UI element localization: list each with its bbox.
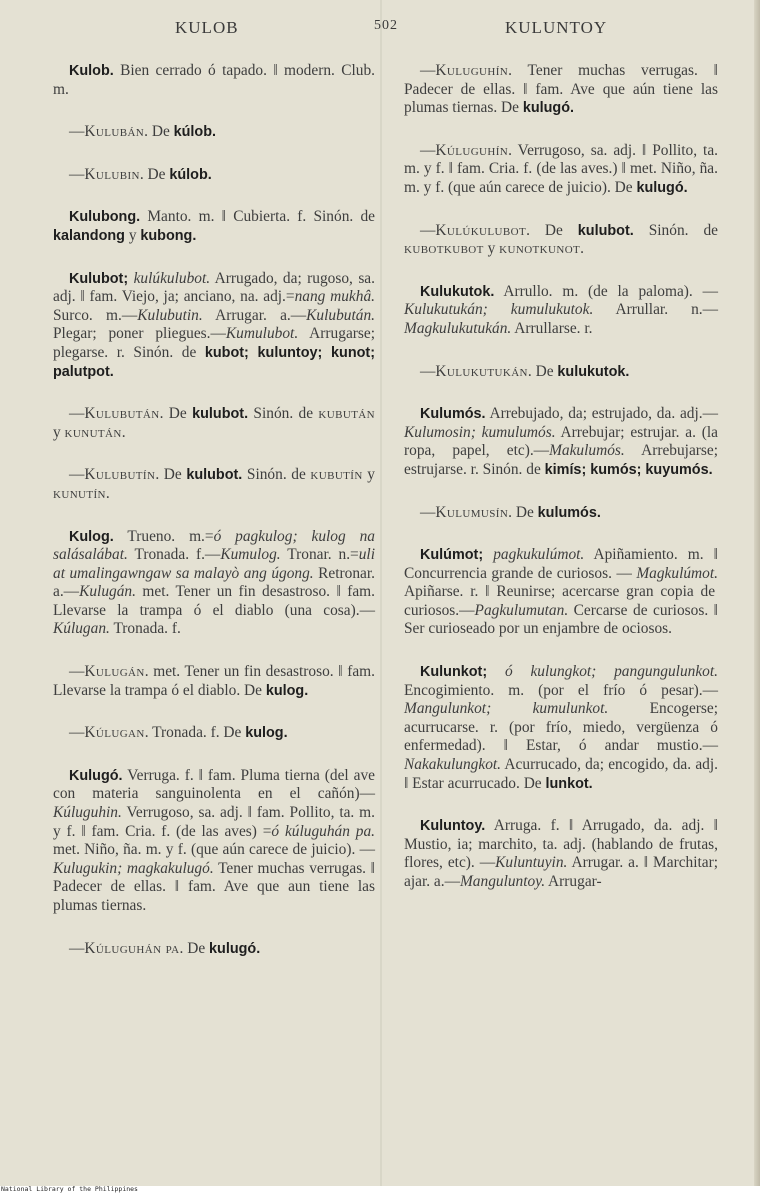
dictionary-entry xyxy=(404,817,718,891)
definition-text xyxy=(487,663,505,680)
definition-text: — xyxy=(69,466,85,484)
definition-text: Arrugar. a. ‖ Marchitar; ajar. a.— xyxy=(404,854,718,890)
definition-text: Arrugado, da; rugoso, sa. adj. ‖ fam. Viejo, ja; anciano, na. adj.= xyxy=(53,269,375,306)
definition-text: Arruga. f. ‖ Arrugado, da. adj. ‖ Mustio, ia; marchito, ta. adj. (hablando de frutas, flores, etc). — xyxy=(404,817,718,872)
definition-text: . De xyxy=(144,123,174,141)
dictionary-entry xyxy=(404,663,718,793)
dictionary-entry xyxy=(53,62,375,99)
tagalog-form: Kulukutukán; kumulukutok. xyxy=(404,301,594,319)
definition-text: Arrebujarse; estrujarse. r. Sinón. de xyxy=(404,442,718,478)
dictionary-entry xyxy=(53,270,375,382)
headword: kulubot. xyxy=(192,406,249,423)
headword: kulugó. xyxy=(636,179,688,196)
tagalog-form: Kulubután. xyxy=(306,306,376,324)
dictionary-entry xyxy=(404,546,718,639)
library-credit: National Library of the Philippines xyxy=(1,1185,138,1193)
definition-text: Manto. m. ‖ Cubierta. f. Sinón. de xyxy=(140,208,375,226)
definition-text: Apiñarse. r. ‖ Reunirse; acercarse gran copia de curiosos.— xyxy=(404,583,716,619)
right-column xyxy=(404,62,718,892)
derived-form: Kulumusín xyxy=(435,503,509,521)
derived-form: Kulubutín xyxy=(84,466,156,484)
definition-text: Surco. m.— xyxy=(53,306,138,324)
definition-text: Plegar; poner pliegues.— xyxy=(53,325,226,343)
dictionary-entry xyxy=(404,504,718,523)
tagalog-form: ó kulungkot; pangungulunkot. xyxy=(504,663,718,681)
definition-text: Arrugar. a.— xyxy=(202,306,307,324)
derived-form: Kuluguhín xyxy=(435,62,509,79)
headword: Kulumós. xyxy=(420,406,486,423)
definition-text: . De xyxy=(155,466,187,484)
definition-text: . Tronada. f. De xyxy=(144,724,246,742)
derived-form: Kulubin xyxy=(84,165,140,183)
headword: kulumós. xyxy=(537,504,601,521)
derived-form: Kúluguhán pa xyxy=(84,939,180,957)
definition-text: y xyxy=(483,240,500,258)
derived-form: kunotkunot xyxy=(499,240,581,258)
dictionary-entry xyxy=(53,663,375,700)
definition-text: Tronar. n.= xyxy=(280,546,359,564)
derived-form: Kulubán xyxy=(84,123,145,141)
tagalog-form: Makulumós. xyxy=(549,442,625,460)
definition-text: . xyxy=(121,423,126,441)
definition-text: met. Tener un fin desastroso. ‖ fam. Llevarse la trampa ó el diablo (una cosa).— xyxy=(53,583,375,619)
headword: kulubot. xyxy=(577,222,634,239)
definition-text: Verruga. f. ‖ fam. Pluma tierna (del ave con materia sanguinolenta en el cañón)— xyxy=(53,766,375,803)
tagalog-form: Kulubutin. xyxy=(137,306,203,324)
page-edge xyxy=(754,0,760,1186)
definition-text: . Tener muchas verrugas. ‖ Padecer de ellas. ‖ fam. Ave que aún tiene las plumas tiernas. De xyxy=(404,62,718,117)
derived-form: Kulúkulubot xyxy=(435,221,527,239)
dictionary-entry xyxy=(53,466,375,503)
derived-form: kubután xyxy=(318,405,375,423)
definition-text: Trueno. m.= xyxy=(113,527,214,545)
header-left-guideword: KULOB xyxy=(175,18,239,37)
definition-text: Cercarse de curiosos. ‖ Ser curioseado por un enjambre de ociosos. xyxy=(404,601,718,638)
derived-form: kubutín xyxy=(310,466,363,484)
definition-text: — xyxy=(69,405,85,423)
definition-text: . De xyxy=(527,362,558,380)
dictionary-entry xyxy=(53,123,375,142)
derived-form: Kulubután xyxy=(84,405,160,423)
definition-text: Encogerse; acurrucarse. r. (por frío, miedo, vergüenza ó enfermedad). ‖ Estar, ó andar mustio.— xyxy=(404,700,719,755)
definition-text: Bien cerrado ó tapado. ‖ modern. Club. m. xyxy=(53,62,375,98)
definition-text: Arrullarse. r. xyxy=(511,319,593,337)
tagalog-form: Magkulúmot. xyxy=(636,564,718,582)
headword: kulugó. xyxy=(522,100,574,117)
headword: kulog. xyxy=(245,725,288,742)
headword: Kulubot; xyxy=(69,270,129,287)
definition-text: Tronada. f. xyxy=(109,620,181,638)
derived-form: Kúlugan xyxy=(84,724,145,742)
left-column xyxy=(53,62,375,958)
headword: lunkot. xyxy=(545,775,593,792)
definition-text: — xyxy=(420,62,436,79)
definition-text: Arrebujado, da; estrujado, da. adj.— xyxy=(485,405,718,423)
tagalog-form: ó pagkulog; kulog na salásalábat. xyxy=(53,527,375,564)
headword: kubot; kuluntoy; kunot; palutpot. xyxy=(53,344,375,380)
definition-text: Retronar. a.— xyxy=(53,564,375,601)
headword: kulubot. xyxy=(186,467,243,484)
tagalog-form: uli at umalingawngaw sa malayò ang úgong. xyxy=(53,546,375,582)
tagalog-form: kulúkulubot. xyxy=(133,269,211,287)
headword: kúlob. xyxy=(169,166,212,183)
dictionary-entry xyxy=(404,405,718,479)
tagalog-form: Kúlugan. xyxy=(53,620,110,638)
definition-text: Acurrucado, da; encogido, da. adj. ‖ Estar acurrucado. De xyxy=(404,756,718,792)
tagalog-form: Kúluguhin. xyxy=(53,804,122,822)
dictionary-entry xyxy=(53,166,375,185)
dictionary-entry xyxy=(404,222,718,259)
definition-text: y xyxy=(124,226,141,244)
derived-form: Kulugán xyxy=(84,663,145,681)
headword: kimís; kumós; kuyumós. xyxy=(544,461,713,478)
tagalog-form: Magkulukutukán. xyxy=(404,319,512,337)
dictionary-entry xyxy=(53,940,375,959)
derived-form: Kulukutukán xyxy=(435,362,528,380)
tagalog-form: Kulugukin; magkakulugó. xyxy=(53,859,214,877)
definition-text: — xyxy=(420,141,436,159)
derived-form: kubotkubot xyxy=(404,240,484,258)
page-header xyxy=(0,18,760,48)
definition-text: . De xyxy=(179,939,210,957)
definition-text: — xyxy=(420,503,436,521)
headword: kalandong xyxy=(53,227,125,244)
headword: Kuluntoy. xyxy=(420,818,486,835)
definition-text: y xyxy=(53,423,65,441)
definition-text: Encogimiento. m. (por el frío ó pesar).— xyxy=(404,681,718,699)
tagalog-form: ó kúluguhán pa. xyxy=(271,822,375,840)
headword: Kulubong. xyxy=(69,209,141,226)
dictionary-entry xyxy=(53,528,375,640)
definition-text: Arrebujar; estrujar. a. (la ropa, papel, etc).— xyxy=(404,423,718,460)
definition-text: Arrullar. n.— xyxy=(593,301,718,319)
headword: Kulúmot; xyxy=(420,547,484,564)
definition-text: — xyxy=(420,362,436,380)
tagalog-form: pagkukulúmot. xyxy=(493,546,585,564)
definition-text: Verrugoso, sa. adj. ‖ fam. Pollito, ta. m. y f. ‖ fam. Cria. f. (de las aves) = xyxy=(53,804,375,840)
definition-text: — xyxy=(420,221,436,239)
definition-text: Sinón. de xyxy=(248,405,319,423)
definition-text: Tronada. f.— xyxy=(127,546,221,564)
definition-text: — xyxy=(69,939,85,957)
definition-text: . De xyxy=(139,165,170,183)
definition-text: Sinón. de xyxy=(633,221,718,239)
dictionary-entry xyxy=(404,142,718,198)
dictionary-entry xyxy=(53,208,375,245)
definition-text: — xyxy=(69,663,85,681)
headword: kulugó. xyxy=(209,940,261,957)
definition-text: . xyxy=(580,240,585,258)
definition-text: . Verrugoso, sa. adj. ‖ Pollito, ta. m. y f. ‖ fam. Cria. f. (de las aves.) ‖ met. Niño, ña. m. y f. (que aún carece de juicio). De xyxy=(404,141,718,196)
definition-text: — xyxy=(69,165,85,183)
definition-text: . xyxy=(105,484,110,502)
tagalog-form: Kumulubot. xyxy=(225,325,299,343)
dictionary-entry xyxy=(404,283,718,339)
derived-form: kunután xyxy=(64,423,122,441)
tagalog-form: Kuluntuyin. xyxy=(495,854,568,872)
definition-text: Sinón. de xyxy=(242,466,311,484)
definition-text: — xyxy=(69,724,85,742)
header-right-guideword: KULUNTOY xyxy=(505,18,608,37)
tagalog-form: Mangulunkot; kumulunkot. xyxy=(404,700,609,718)
definition-text: Arrullo. m. (de la paloma). — xyxy=(494,282,718,300)
headword: Kulog. xyxy=(69,528,114,545)
definition-text: Arrugar- xyxy=(545,873,602,890)
tagalog-form: Nakakulungkot. xyxy=(404,756,502,774)
dictionary-entry xyxy=(53,724,375,743)
headword: kulukutok. xyxy=(557,363,630,380)
headword: kulog. xyxy=(265,682,309,699)
headword: Kulukutok. xyxy=(420,283,495,300)
tagalog-form: Kulumosin; kumulumós. xyxy=(404,423,556,441)
definition-text: . De xyxy=(508,503,538,521)
definition-text: — xyxy=(69,123,85,141)
tagalog-form: nang mukhâ. xyxy=(294,288,375,306)
definition-text: . De xyxy=(159,405,193,423)
definition-text xyxy=(483,546,493,563)
dictionary-entry xyxy=(53,767,375,916)
headword: kubong. xyxy=(140,227,197,244)
dictionary-entry xyxy=(404,363,718,382)
headword: kúlob. xyxy=(173,124,217,141)
headword: Kulunkot; xyxy=(420,664,488,681)
definition-text: Apiñamiento. m. ‖ Concurrencia grande de curiosos. — xyxy=(404,546,718,582)
definition-text: . met. Tener un fin desastroso. ‖ fam. Llevarse la trampa ó el diablo. De xyxy=(53,663,375,699)
tagalog-form: Pagkulumutan. xyxy=(474,601,569,619)
dictionary-entry xyxy=(404,62,718,118)
derived-form: Kúluguhín xyxy=(435,141,509,159)
tagalog-form: Manguluntoy. xyxy=(459,873,546,890)
headword: Kulugó. xyxy=(69,767,123,784)
dictionary-entry xyxy=(53,405,375,442)
tagalog-form: Kulugán. xyxy=(79,583,136,601)
derived-form: kunutín xyxy=(53,484,106,502)
definition-text: met. Niño, ña. m. y f. (que aún carece de juicio). — xyxy=(53,841,375,859)
page-number: 502 xyxy=(374,18,398,33)
definition-text: Arrugarse; plegarse. r. Sinón. de xyxy=(53,325,375,361)
headword: Kulob. xyxy=(69,63,114,79)
definition-text: y xyxy=(362,466,375,484)
definition-text: Tener muchas verrugas. ‖ Padecer de ellas. ‖ fam. Ave que aun tiene las plumas tiernas. xyxy=(53,859,376,914)
tagalog-form: Kumulog. xyxy=(220,546,281,564)
definition-text: . De xyxy=(526,221,578,239)
